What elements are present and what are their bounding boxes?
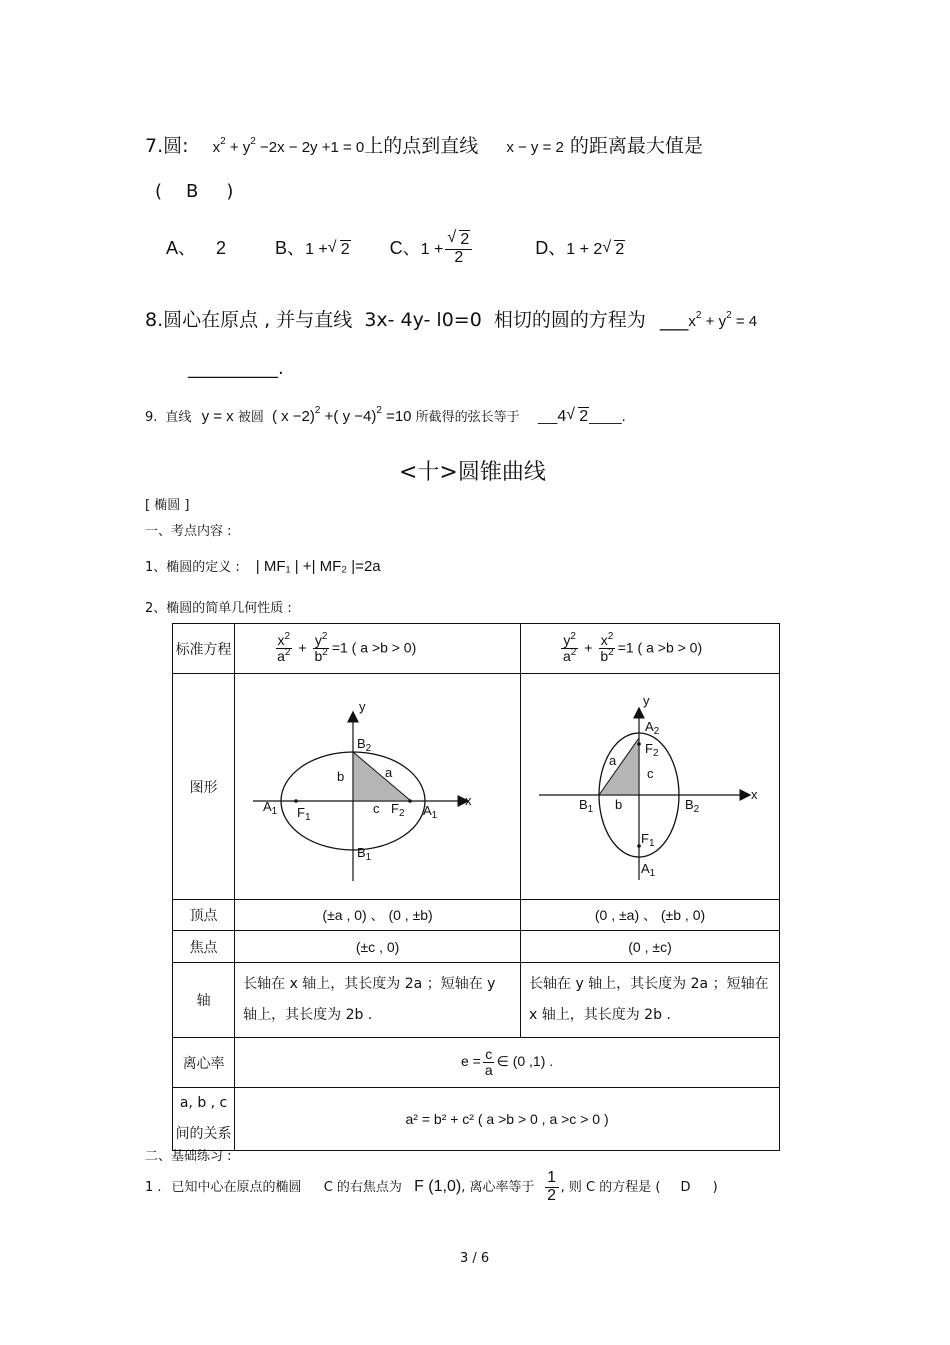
row-standard-equation (173, 624, 780, 674)
figure-vertical-ellipse (521, 674, 780, 900)
svg-text:y: y (359, 698, 366, 714)
svg-text:A2: $A_2$ (645, 718, 660, 737)
svg-text:B1: $B_1$ (357, 844, 372, 863)
part-1-heading: 一、考点内容 : (145, 524, 232, 539)
label-standard-equation: 标准方程 (173, 624, 235, 674)
q8-text-2: 相切的圆的方程为 (493, 309, 646, 331)
q7-text-1: 圆: (163, 135, 189, 157)
svg-text:A1: $A_1$ (263, 798, 278, 817)
vertex-horizontal: (±a , 0) 、 (0 , ±b) (235, 900, 521, 931)
focus-horizontal: (±c , 0) (235, 931, 521, 963)
q7-line-equation: x − y = 2 (506, 139, 564, 156)
equation-horizontal: $\frac{x^2}{a^2}$ + $\frac{y^2}{b^2}$ =1 ( a >b > 0) (235, 624, 521, 674)
svg-text:F2: $F_2$ (645, 740, 659, 759)
svg-text:c: c (373, 800, 380, 816)
svg-text:B2: $B_2$ (685, 796, 700, 815)
svg-text:y: y (643, 692, 650, 708)
ellipse-properties-table (172, 623, 780, 1151)
q8-text-1: 圆心在原点 , 并与直线 (163, 309, 353, 331)
svg-text:B2: $B_2$ (357, 735, 372, 754)
svg-text:A1: $A_1$ (423, 802, 438, 821)
q7-line (145, 131, 703, 158)
option-c: C、1 + √ 2 2 (390, 238, 475, 258)
svg-text:b: b (615, 796, 623, 812)
row-axis: 轴 长轴在 x 轴上，其长度为 2a ；短轴在 y 轴上，其长度为 2b . 长轴在 y 轴上，其长度为 2a ；短轴在 x 轴上，其长度为 2b . (173, 963, 780, 1038)
svg-text:F1: $F_1$ (641, 830, 655, 849)
relation-formula: a² = b² + c² ( a >b > 0 , a >c > 0 ) (235, 1088, 780, 1151)
option-b: B、1 + √ 2 (275, 238, 350, 259)
q7-circle-equation: $x^2 + y^2 -2x - 2y +1 = 0$ (212, 136, 365, 156)
definition-formula: | MF₁ | +| MF₂ |=2a (255, 558, 381, 575)
figure-horizontal-ellipse (235, 674, 521, 900)
axis-vertical: 长轴在 y 轴上，其长度为 2a ；短轴在 x 轴上，其长度为 2b . (521, 963, 780, 1038)
q8-blank: ___ (659, 309, 689, 331)
svg-text:b: b (337, 768, 345, 784)
q8-blank-2: __________. (188, 358, 284, 379)
row-relation: a, b , c 间的关系 a² = b² + c² ( a >b > 0 , a >c > 0 ) (173, 1088, 780, 1151)
svg-text:c: c (647, 765, 654, 781)
exercise-1: 1 . 已知中心在原点的椭圆 C 的右焦点为 F (1,0), 离心率等于 $\frac{1}{2}$ , 则 C 的方程是 ( D ) (145, 1169, 718, 1204)
row-vertex: 顶点 (±a , 0) 、 (0 , ±b) (0 , ±a) 、 (±b , 0) (173, 900, 780, 931)
definition-label: 1、椭圆的定义 : | MF₁ | +| MF₂ |=2a (145, 558, 381, 575)
eccentricity-formula: e = $\frac{c}{a}$ ∈ (0 ,1) . (235, 1038, 780, 1088)
q7-text-3: 的距离最大值是 (569, 135, 703, 157)
svg-text:a: a (385, 764, 393, 780)
focus-vertical: (0 , ±c) (521, 931, 780, 963)
q8-answer: $x^2 + y^2 = 4$ (688, 310, 758, 330)
svg-text:A1: $A_1$ (641, 860, 656, 879)
section-title: <十>圆锥曲线 (399, 460, 546, 485)
row-figure (173, 674, 780, 900)
svg-text:B1: $B_1$ (579, 796, 594, 815)
properties-label: 2、椭圆的简单几何性质 : (145, 601, 292, 616)
equation-vertical: $\frac{y^2}{a^2}$ + $\frac{x^2}{b^2}$ =1 ( a >b > 0) (521, 624, 780, 674)
axis-horizontal: 长轴在 x 轴上，其长度为 2a ；短轴在 y 轴上，其长度为 2b . (235, 963, 521, 1038)
q8-number: 8. (145, 309, 164, 331)
q7-number: 7. (145, 135, 164, 157)
row-eccentricity: 离心率 e = $\frac{c}{a}$ ∈ (0 ,1) . (173, 1038, 780, 1088)
q7-text-2: 上的点到直线 (364, 135, 479, 157)
vertex-vertical: (0 , ±a) 、 (±b , 0) (521, 900, 780, 931)
label-figure: 图形 (173, 674, 235, 900)
q8-line-equation: 3x- 4y- l0=0 (364, 309, 482, 331)
q7-answer: ( B ) (155, 181, 234, 202)
q8-line (145, 305, 757, 332)
svg-text:F1: $F_1$ (297, 804, 311, 823)
svg-text:x: x (465, 792, 472, 808)
svg-text:F2: $F_2$ (391, 800, 405, 819)
section-subtitle: [ 椭圆 ] (145, 498, 190, 513)
part-2-heading: 二、基础练习 : (145, 1149, 232, 1164)
option-d: D、1 + 2 √ 2 (535, 238, 625, 259)
page-footer: 3 / 6 (460, 1251, 490, 1266)
q9-line: 9. 直线 y = x 被圆 ( x −2)$^2$ +( y −4)$^2$ =10 所截得的弦长等于 ___4 √ 2_____. (145, 405, 626, 425)
row-focus: 焦点 (±c , 0) (0 , ±c) (173, 931, 780, 963)
svg-text:a: a (609, 752, 617, 768)
option-a: A、 2 (166, 238, 227, 259)
svg-text:x: x (751, 786, 758, 802)
q7-options (166, 229, 625, 267)
